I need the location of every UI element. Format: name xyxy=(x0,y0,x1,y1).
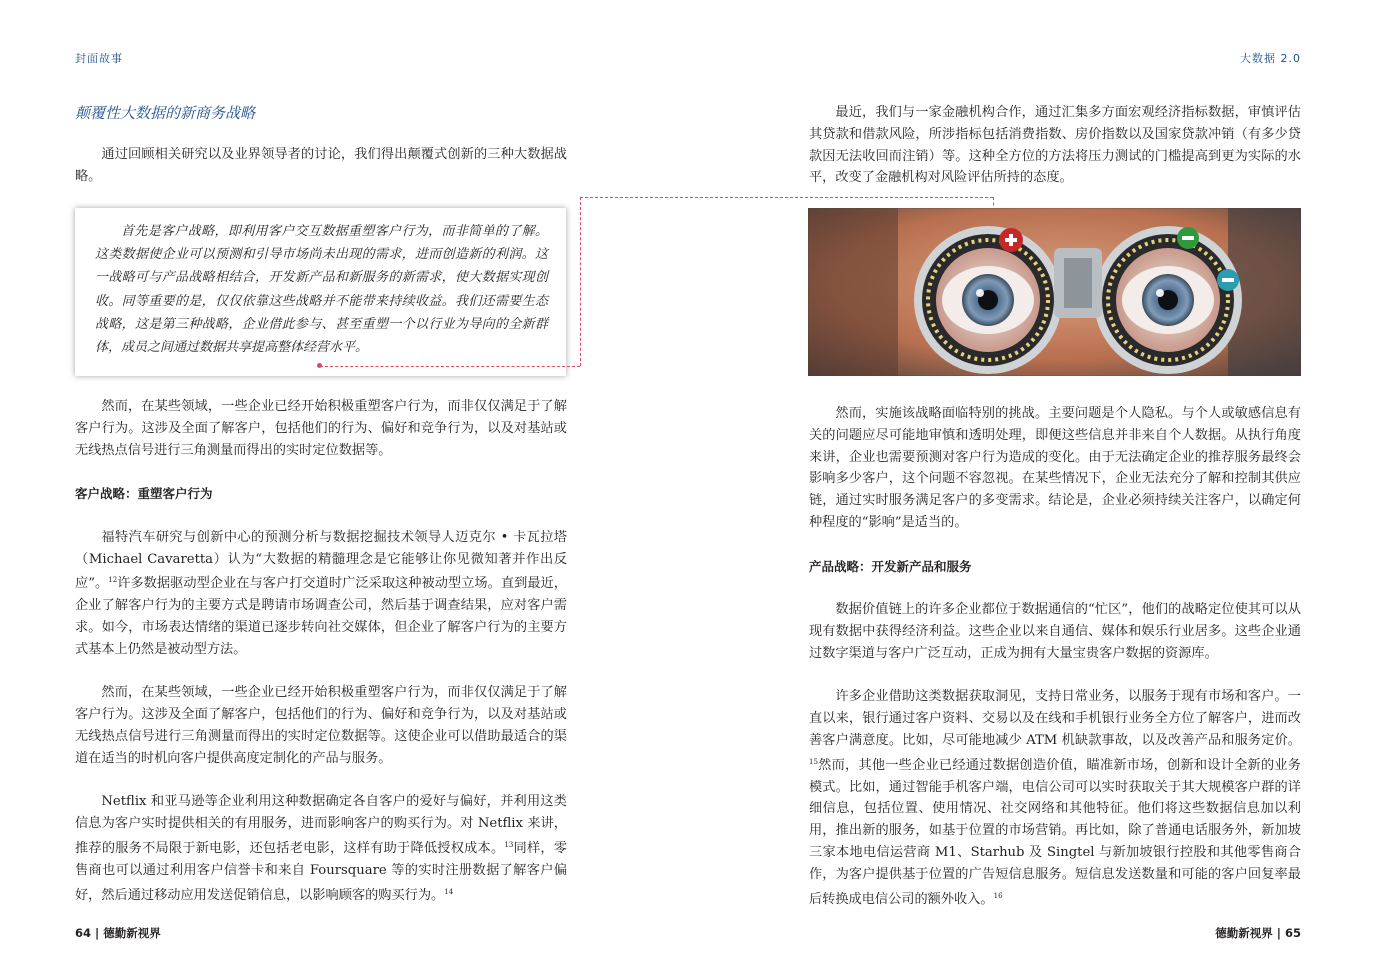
footer-right xyxy=(1215,925,1301,941)
eye-exam-photo xyxy=(808,208,1301,376)
body-text: 福特汽车研究与创新中心的预测分析与数据挖掘技术领导人迈克尔 • 卡瓦拉塔（Michael Cavaretta）认为“大数据的精髓理念是它能够让你见微知著并作出反应”。 xyxy=(75,529,567,592)
page-number: 65 xyxy=(1284,926,1301,940)
body-paragraph xyxy=(809,686,1301,910)
body-text: Netflix 和亚马逊等企业利用这种数据确定各自客户的爱好与偏好，并利用这类信息为客户实时提供相关的有用服务，进而影响客户的购买行为。对 Netflix 来讲，推荐的服务不局限于新电影，还包括老电影，这样有助于降低授权成本。 xyxy=(75,794,567,856)
body-paragraph: 然而，在某些领域，一些企业已经开始积极重塑客户行为，而非仅仅满足于了解客户行为。这涉及全面了解客户，包括他们的行为、偏好和竞争行为，以及对基站或无线热点信号进行三角测量而得出的实时定位数据等。 xyxy=(75,399,567,458)
connector-line xyxy=(320,366,580,367)
pull-quote-box xyxy=(75,208,566,376)
footnote-ref: 13 xyxy=(504,840,514,849)
body-text: 同样，零售商也可以通过利用客户信誉卡和来自 Foursquare 等的实时注册数据了解客户偏好，然后通过移动应用发送促销信息，以影响顾客的购买行为。 xyxy=(75,840,568,903)
pull-quote-text: 首先是客户战略，即利用客户交互数据重塑客户行为，而非简单的了解。这类数据使企业可以预测和引导市场尚未出现的需求，进而创造新的利润。这一战略可与产品战略相结合，开发新产品和新服务的新需求，使大数据实现创收。同等重要的是，仅仅依靠这些战略并不能带来持续收益。我们还需要生态战略，这是第三种战略，企业借此参与、甚至重塑一个以行业为导向的全新群体，成员之间通过数据共享提高整体经营水平。 xyxy=(95,224,548,356)
footnote-ref: 12 xyxy=(108,576,118,585)
section-label: 封面故事 xyxy=(75,52,123,65)
left-body xyxy=(75,396,567,928)
left-intro xyxy=(75,144,567,209)
body-text: 许多企业借助这类数据获取洞见，支持日常业务，以服务于现有市场和客户。一直以来，银行通过客户资料、交易以及在线和手机银行业务全方位了解客户，进而改善客户满意度。比如，尽可能地减少 ATM 机缺款事故，以及改善产品和服务定价。 xyxy=(809,689,1301,748)
section-heading: 产品战略：开发新产品和服务 xyxy=(809,558,972,574)
connector-line xyxy=(580,197,581,366)
footnote-ref: 15 xyxy=(809,757,818,766)
intro-paragraph: 通过回顾相关研究以及业界领导者的讨论，我们得出颠覆式创新的三种大数据战略。 xyxy=(75,147,567,184)
body-paragraph xyxy=(75,791,567,906)
footer-divider: | xyxy=(1272,926,1285,940)
body-text: 许多数据驱动型企业在与客户打交道时广泛采取这种被动型立场。直到最近，企业了解客户行为的主要方式是聘请市场调查公司，然后基于调查结果，应对客户需求。如今，市场表达情绪的渠道已逐步转向社交媒体，但企业了解客户行为的主要方式基本上仍然是被动型方法。 xyxy=(75,576,567,657)
section-heading: 客户战略：重塑客户行为 xyxy=(75,486,213,502)
article-subtitle: 颠覆性大数据的新商务战略 xyxy=(75,104,256,122)
body-paragraph: 然而，实施该战略面临特别的挑战。主要问题是个人隐私。与个人或敏感信息有关的问题应尽可能地审慎和透明处理，即便这些信息并非来自个人数据。从执行角度来讲，企业也需要预测对客户行为造成的变化。由于无法确定企业的推荐服务最终会影响多少客户，这个问题不容忽视。在某些情况下，企业无法充分了解和控制其供应链，通过实时服务满足客户的多变需求。结论是，企业必须持续关注客户，以确定何种程度的“影响”是适当的。 xyxy=(809,406,1301,530)
footnote-ref: 16 xyxy=(993,891,1003,900)
right-top xyxy=(809,102,1301,211)
body-paragraph xyxy=(75,527,567,661)
footnote-ref: 14 xyxy=(444,887,454,896)
publication-name: 德勤新视界 xyxy=(103,926,161,940)
body-paragraph: 数据价值链上的许多企业都位于数据通信的“忙区”，他们的战略定位使其可以从现有数据中获得经济利益。这些企业以来自通信、媒体和娱乐行业居多。这些企业通过数字渠道与客户广泛互动，正成为拥有大量宝贵客户数据的资源库。 xyxy=(809,602,1301,661)
page-number: 64 xyxy=(75,926,92,940)
right-body xyxy=(809,403,1301,932)
footer-left xyxy=(75,925,161,941)
body-paragraph: 然而，在某些领域，一些企业已经开始积极重塑客户行为，而非仅仅满足于了解客户行为。这涉及全面了解客户，包括他们的行为、偏好和竞争行为，以及对基站或无线热点信号进行三角测量而得出的实时定位数据等。这使企业可以借助最适合的渠道在适当的时机向客户提供高度定制化的产品与服务。 xyxy=(75,685,567,766)
issue-label: 大数据 2.0 xyxy=(1240,52,1301,65)
publication-name: 德勤新视界 xyxy=(1215,926,1273,940)
body-paragraph: 最近，我们与一家金融机构合作，通过汇集多方面宏观经济指标数据，审慎评估其贷款和借款风险，所涉指标包括消费指数、房价指数以及国家贷款冲销（有多少贷款因无法收回而注销）等。这种全方位的方法将压力测试的门槛提高到更为实际的水平，改变了金融机构对风险评估所持的态度。 xyxy=(809,105,1301,186)
connector-dot xyxy=(317,363,322,368)
footer-divider: | xyxy=(91,926,104,940)
body-text: 然而，其他一些企业已经通过数据创造价值，瞄准新市场，创新和设计全新的业务模式。比如，通过智能手机客户端，电信公司可以实时获取关于其大规模客户群的详细信息，包括位置、使用情况、社交网络和其他特征。他们将这些数据信息加以利用，推出新的服务，如基于位置的市场营销。再比如，除了普通电话服务外，新加坡三家本地电信运营商 M1、Starhub 及 Singtel 与新加坡银行控股和其他零售商合作，为客户提供基于位置的广告短信息服务。短信息发送数量和可能的客户回复率最后转换成电信公司的额外收入。 xyxy=(809,757,1301,907)
